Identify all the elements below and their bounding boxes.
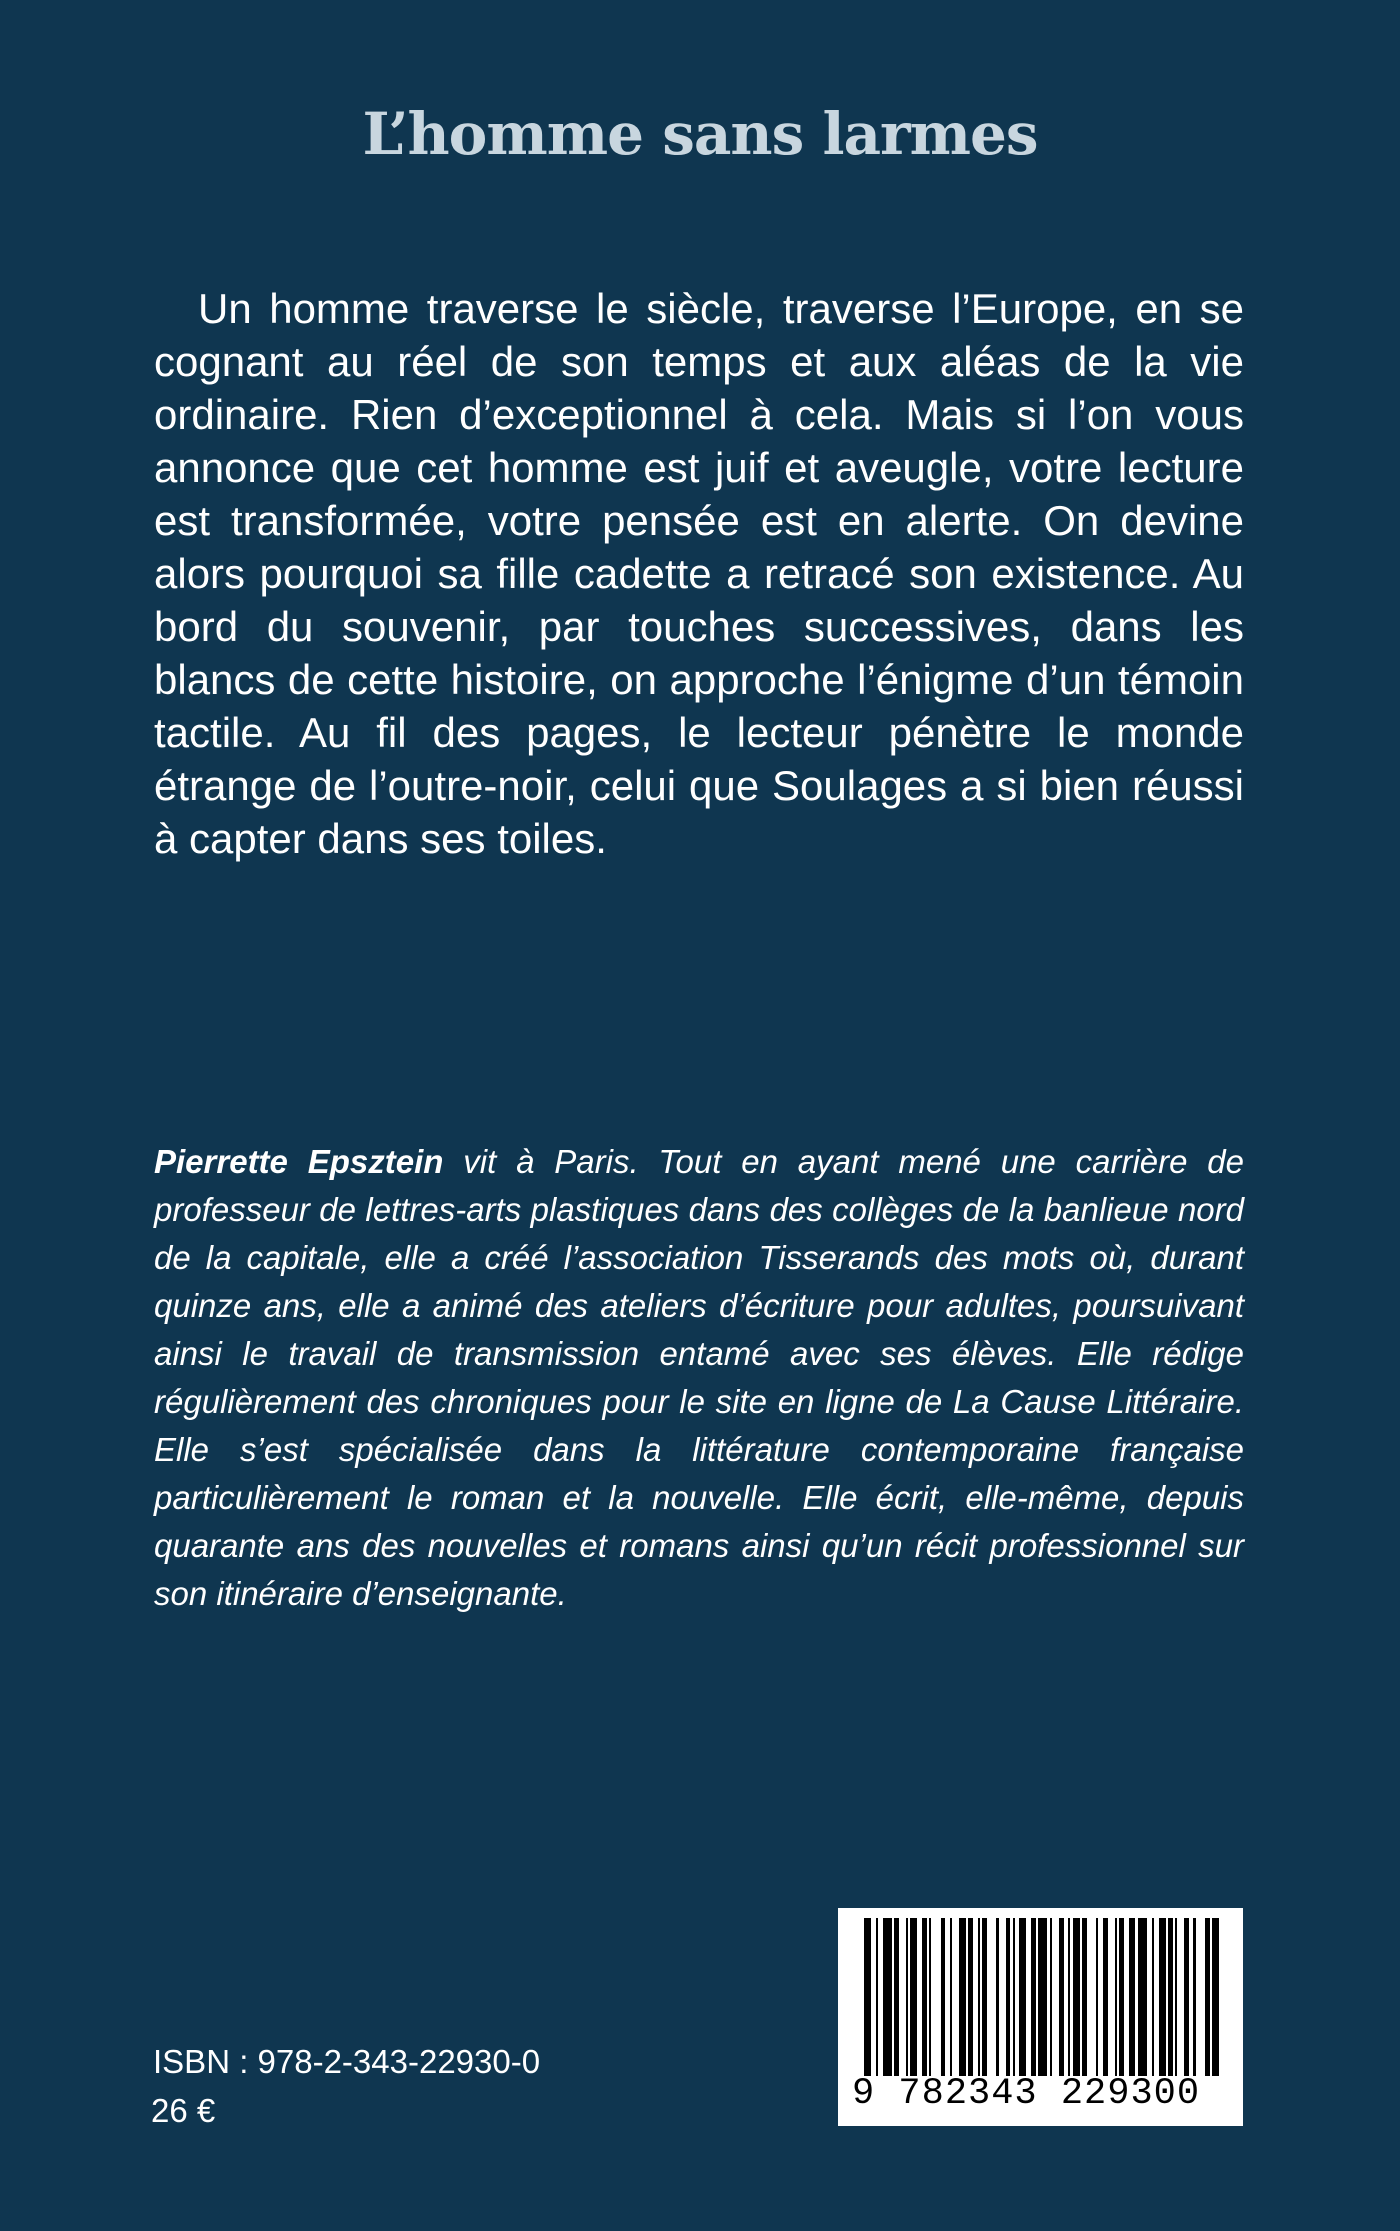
barcode-bar [876,1918,878,2076]
book-blurb: Un homme traverse le siècle, traverse l’Europe, en se cognant au réel de son temps et aux aléas de la vie ordinaire. Rien d’exceptionnel à cela. Mais si l’on vous annonce que cet homme est juif et aveugle, votre lecture est transformée, votre pensée est en alerte. On devine alors pourquoi sa fille cadette a retracé son existence. Au bord du souvenir, par touches successives, dans les blancs de cette histoire, on approche l’énigme d’un témoin tactile. Au fil des pages, le lecteur pénètre le monde étrange de l’outre-noir, celui que Soulages a si bien réussi à capter dans ses toiles. [154,285,1244,862]
barcode-bar [906,1918,908,2076]
barcode-bar [929,1918,931,2076]
barcode-bar [1175,1918,1177,2076]
barcode-bar [1138,1918,1147,2076]
barcode-bar [1184,1918,1189,2076]
barcode-bar [1006,1918,1011,2076]
price-label: 26 € [151,2092,216,2129]
barcode-bar [1152,1918,1154,2076]
barcode-bar [1013,1918,1015,2076]
barcode-bar [959,1918,966,2076]
barcode-bar [1038,1918,1047,2076]
book-title: L’homme sans larmes [362,100,1038,168]
barcode-digits: 9 782343 229300 [852,2073,1201,2115]
barcode-bar [1059,1918,1064,2076]
author-bio-text: vit à Paris. Tout en ayant mené une carrière de professeur de lettres-arts plastiques dans des collèges de la banlieue nord de la capitale, elle a créé l’association Tisserands des mots où, durant quinze ans, elle a animé des ateliers d’écriture pour adultes, poursuivant ainsi le travail de transmission entamé avec ses élèves. Elle rédige régulièrement des chroniques pour le site en ligne de La Cause Littéraire. Elle s’est spécialisée dans la littérature contemporaine française particulièrement le roman et la nouvelle. Elle écrit, elle-même, depuis quarante ans des nouvelles et romans ainsi qu’un récit professionnel sur son itinéraire d’enseignante. [154,1143,1244,1612]
barcode-bar [864,1918,871,2076]
barcode-bar [883,1918,892,2076]
barcode [838,1908,1243,2126]
barcode-bar [1082,1918,1087,2076]
barcode-bar [1068,1918,1070,2076]
barcode-bar [996,1918,998,2076]
barcode-bar [1103,1918,1108,2076]
barcode-bar [1129,1918,1136,2076]
barcode-bar [1115,1918,1117,2076]
barcode-bar [1031,1918,1036,2076]
author-bio [154,1138,1244,1618]
barcode-bar [1119,1918,1124,2076]
barcode-bar [1073,1918,1080,2076]
barcode-bar [1212,1918,1219,2076]
barcode-bar [910,1918,917,2076]
barcode-bar [982,1918,987,2076]
barcode-bar [978,1918,980,2076]
barcode-bar [1168,1918,1173,2076]
barcode-bar [1019,1918,1026,2076]
barcode-bar [1096,1918,1098,2076]
barcode-bar [1050,1918,1052,2076]
isbn-label: ISBN : 978-2-343-22930-0 [153,2043,541,2080]
barcode-bar [968,1918,973,2076]
barcode-bar [941,1918,946,2076]
author-name: Pierrette Epsztein [154,1143,444,1180]
barcode-bars [864,1918,1219,2076]
barcode-bar [1159,1918,1166,2076]
barcode-bar [922,1918,927,2076]
barcode-bar [950,1918,952,2076]
barcode-bar [1193,1918,1195,2076]
barcode-bar [894,1918,899,2076]
barcode-bar [1205,1918,1210,2076]
